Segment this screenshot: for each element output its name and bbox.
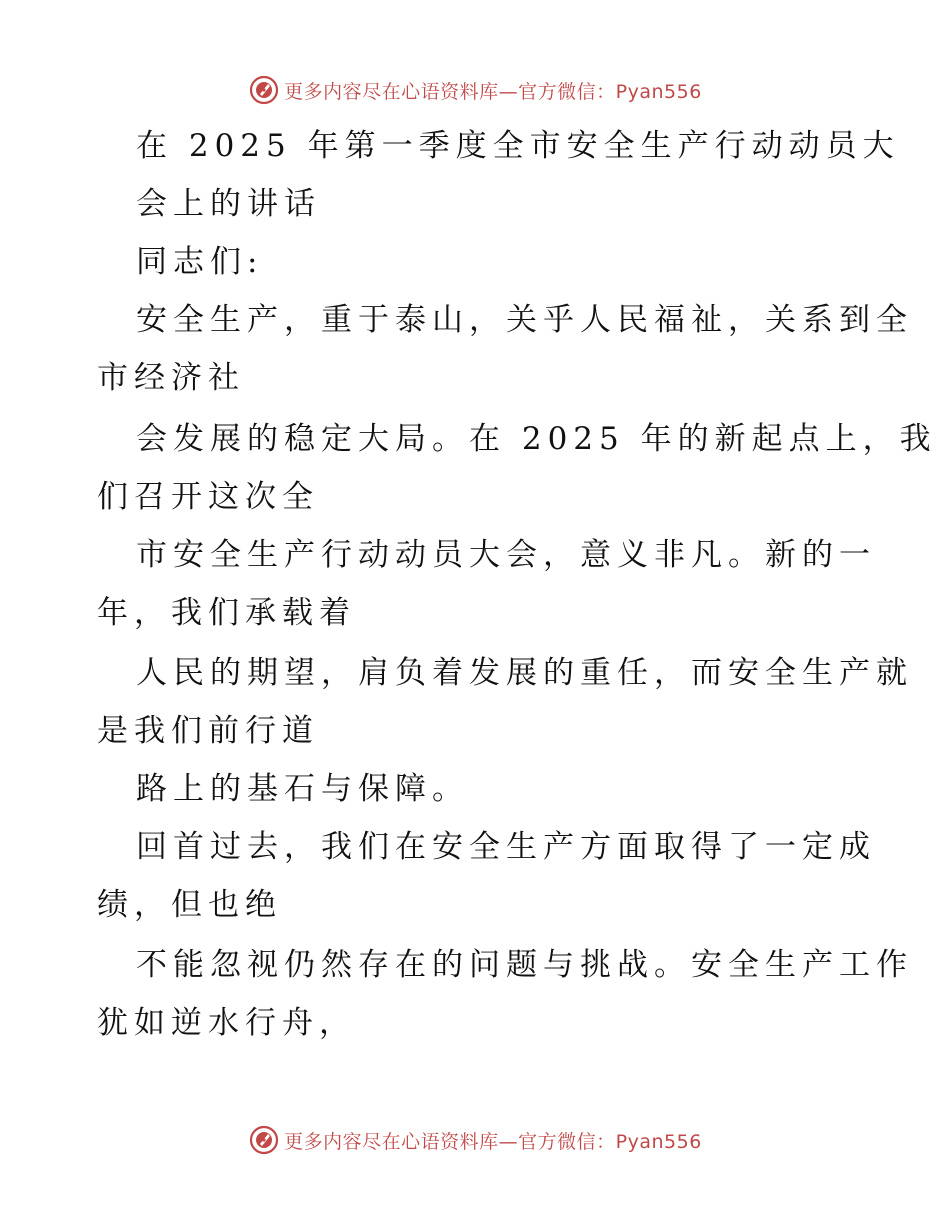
header-watermark (0, 72, 950, 108)
doc-paragraph-line: 安全生产，重于泰山，关乎人民福祉，关系到全 (136, 302, 913, 338)
pen-nib-seal-icon (248, 1124, 280, 1156)
doc-paragraph-line: 是我们前行道 (97, 713, 319, 749)
doc-paragraph-line: 不能忽视仍然存在的问题与挑战。安全生产工作 (136, 947, 913, 983)
doc-paragraph-line: 犹如逆水行舟， (97, 1005, 356, 1041)
doc-paragraph-line: 人民的期望，肩负着发展的重任，而安全生产就 (136, 655, 913, 691)
doc-paragraph-line: 年，我们承载着 (97, 595, 356, 631)
doc-paragraph-line: 会发展的稳定大局。在 2025 年的新起点上，我 (136, 421, 937, 457)
doc-title-line: 会上的讲话 (136, 186, 321, 222)
doc-paragraph-line: 回首过去，我们在安全生产方面取得了一定成 (136, 829, 876, 865)
doc-salutation: 同志们: (136, 244, 264, 280)
doc-title-line: 在 2025 年第一季度全市安全生产行动动员大 (136, 128, 900, 164)
watermark-text: 更多内容尽在心语资料库—官方微信：Pyan556 (284, 1130, 702, 1153)
pen-nib-seal-icon (248, 74, 280, 106)
doc-paragraph-line: 们召开这次全 (97, 479, 319, 515)
footer-watermark (0, 1122, 950, 1158)
doc-paragraph-line: 市经济社 (97, 360, 245, 396)
doc-paragraph-line: 绩，但也绝 (97, 887, 282, 923)
doc-paragraph-line: 市安全生产行动动员大会，意义非凡。新的一 (136, 537, 876, 573)
doc-paragraph-line: 路上的基石与保障。 (136, 771, 469, 807)
watermark-text: 更多内容尽在心语资料库—官方微信：Pyan556 (284, 80, 702, 103)
